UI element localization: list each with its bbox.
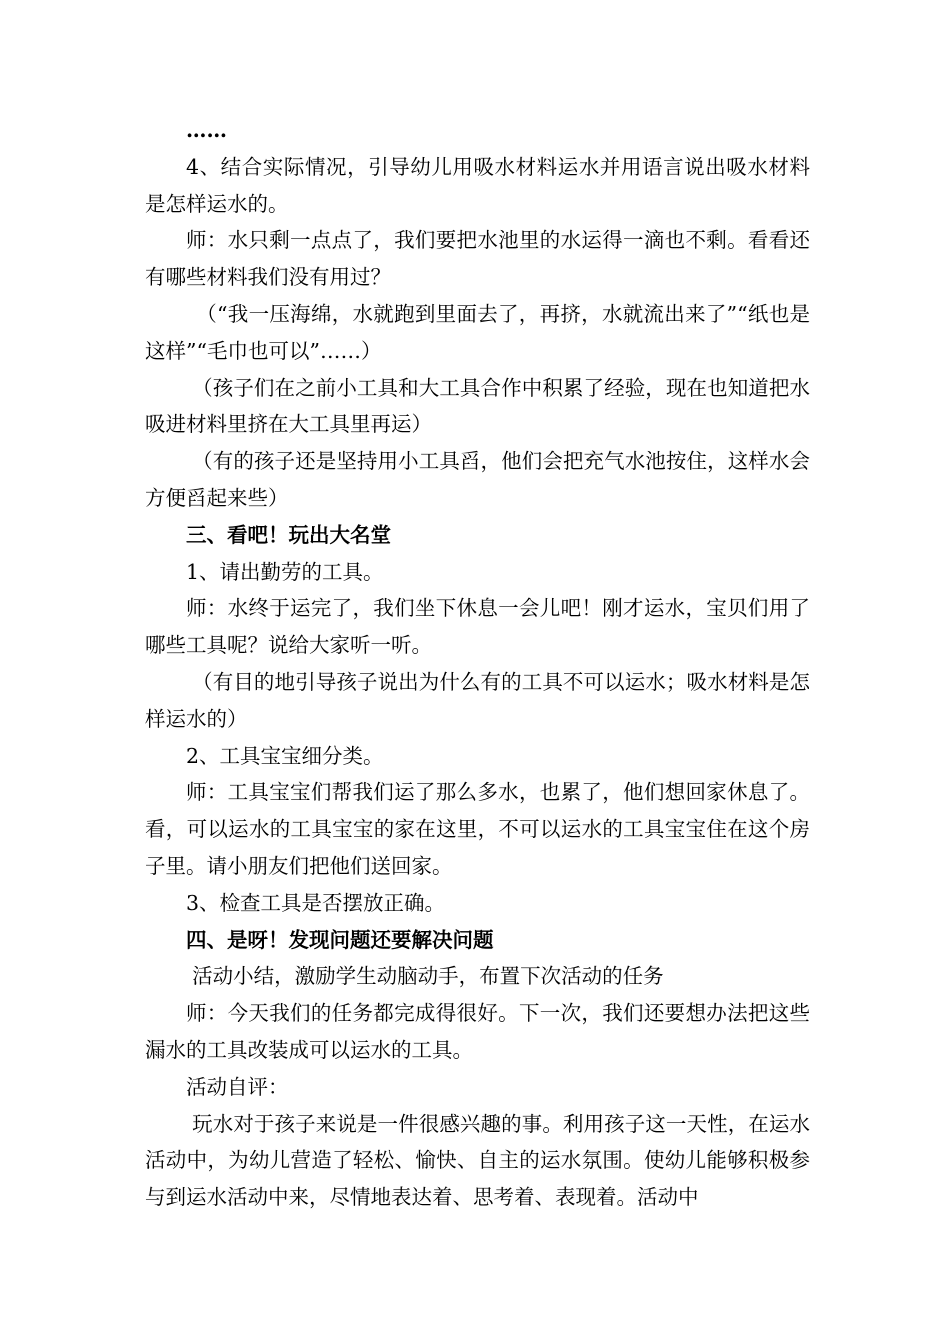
step-1-paragraph: 1、请出勤劳的工具。 — [186, 559, 384, 584]
teacher-quote-paragraph: 师：工具宝宝们帮我们运了那么多水，也累了，他们想回家休息了。看，可以运水的工具宝宝的家在这里，不可以运水的工具宝宝住在这个房子里。请小朋友们把他们送回家。 — [145, 780, 810, 878]
note-paragraph: （有的孩子还是坚持用小工具舀，他们会把充气水池按住，这样水会方便舀起来些） — [145, 449, 810, 510]
ellipsis-line: …… — [186, 118, 227, 142]
teacher-quote-paragraph: 师：水只剩一点点了，我们要把水池里的水运得一滴也不剩。看看还有哪些材料我们没有用过？ — [145, 228, 810, 290]
document-page — [145, 112, 810, 1216]
self-evaluation-paragraph: 玩水对于孩子来说是一件很感兴趣的事。利用孩子这一天性，在运水活动中，为幼儿营造了轻松、愉快、自主的运水氛围。使幼儿能够积极参与到运水活动中来，尽情地表达着、思考着、表现着。活动中 — [145, 1111, 810, 1210]
section-heading-4: 四、是呀！发现问题还要解决问题 — [186, 927, 494, 952]
note-paragraph: （有目的地引导孩子说出为什么有的工具不可以运水；吸水材料是怎样运水的） — [145, 669, 810, 731]
summary-paragraph: 活动小结，激励学生动脑动手，布置下次活动的任务 — [192, 964, 664, 989]
step-2-paragraph: 2、工具宝宝细分类。 — [186, 743, 384, 768]
step-3-paragraph: 3、检查工具是否摆放正确。 — [186, 890, 446, 915]
teacher-quote-paragraph: 师：今天我们的任务都完成得很好。下一次，我们还要想办法把这些漏水的工具改装成可以运水的工具。 — [145, 1001, 810, 1062]
step-4-paragraph: 4、结合实际情况，引导幼儿用吸水材料运水并用语言说出吸水材料是怎样运水的。 — [145, 154, 810, 216]
teacher-quote-paragraph: 师：水终于运完了，我们坐下休息一会儿吧！刚才运水，宝贝们用了哪些工具呢？说给大家听一听。 — [145, 596, 810, 658]
note-paragraph: （孩子们在之前小工具和大工具合作中积累了经验，现在也知道把水吸进材料里挤在大工具里再运） — [145, 375, 810, 437]
section-heading-3: 三、看吧！玩出大名堂 — [186, 522, 391, 547]
children-quote-paragraph: （“我一压海绵，水就跑到里面去了，再挤，水就流出来了”“纸也是这样”“毛巾也可以”……） — [145, 301, 810, 363]
self-evaluation-heading: 活动自评： — [186, 1074, 289, 1099]
